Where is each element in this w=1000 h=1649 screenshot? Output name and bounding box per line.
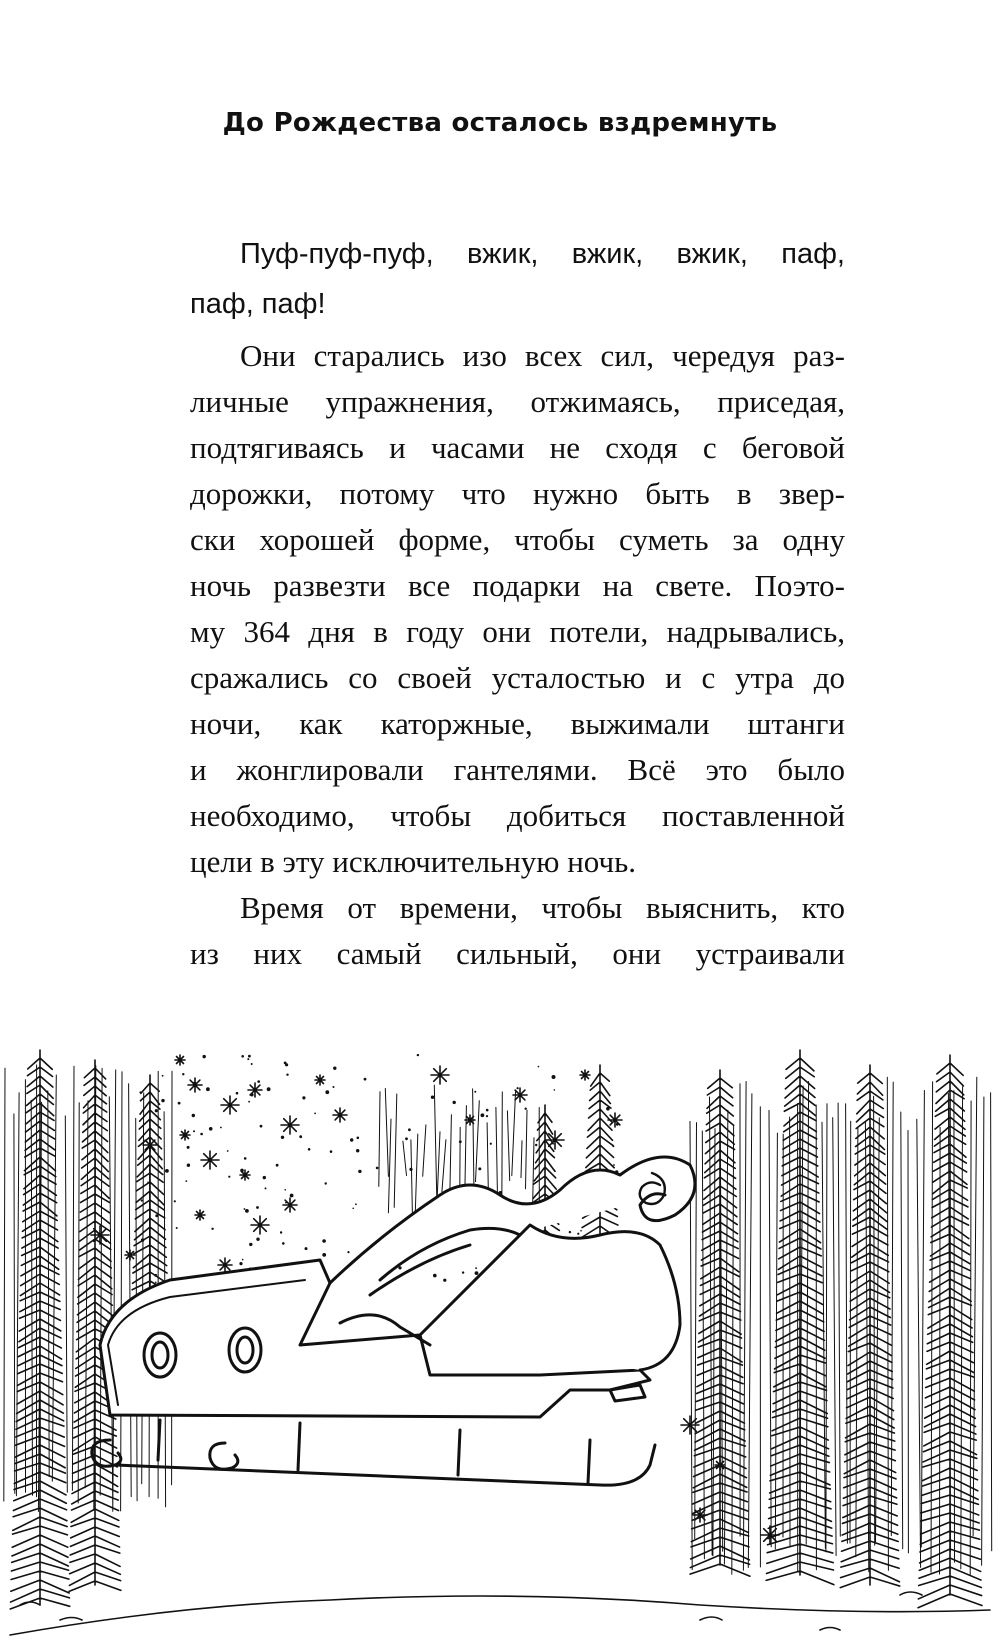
snow-dot bbox=[267, 1087, 271, 1091]
snowflake-star bbox=[693, 1508, 707, 1522]
snowflake-star bbox=[248, 1083, 262, 1097]
snowflake-star bbox=[580, 1070, 590, 1080]
snow-dot bbox=[187, 1146, 190, 1149]
snow-dot bbox=[147, 1182, 149, 1184]
snow-dot bbox=[408, 1128, 411, 1131]
snow-dot bbox=[203, 1055, 206, 1058]
snow-dot bbox=[285, 1063, 288, 1066]
snowflake-star bbox=[546, 1131, 564, 1149]
snow-dot bbox=[193, 1082, 197, 1086]
snow-dot bbox=[286, 1074, 288, 1076]
snow-dot bbox=[302, 1096, 305, 1099]
snow-dot bbox=[453, 1101, 456, 1104]
snow-dot bbox=[193, 1130, 195, 1132]
snow-dot bbox=[174, 1200, 176, 1202]
snow-dot bbox=[155, 1214, 158, 1217]
snowflake-star bbox=[283, 1198, 297, 1212]
snow-dot bbox=[475, 1267, 477, 1269]
snowflake-star bbox=[761, 1526, 779, 1544]
text-line: и жонглировали гантелями. Всё это было bbox=[190, 752, 845, 787]
snow-dot bbox=[165, 1169, 169, 1173]
snow-dot bbox=[613, 1164, 615, 1166]
snow-dot bbox=[433, 1274, 437, 1278]
snow-dot bbox=[239, 1262, 242, 1265]
snow-dot bbox=[357, 1137, 360, 1140]
snow-dot bbox=[236, 1092, 239, 1095]
snow-dot bbox=[187, 1164, 190, 1167]
text-line: ски хорошей форме, чтобы суметь за одну bbox=[190, 522, 845, 557]
snow-dot bbox=[538, 1066, 540, 1068]
snow-dot bbox=[322, 1239, 326, 1243]
snow-dot bbox=[577, 1233, 579, 1235]
snow-dot bbox=[256, 1206, 259, 1209]
snow-dot bbox=[554, 1089, 556, 1091]
snowflake-star bbox=[201, 1151, 219, 1169]
snowflake-star bbox=[281, 1116, 299, 1134]
snow-dot bbox=[245, 1209, 249, 1213]
snow-dot bbox=[358, 1170, 361, 1173]
snow-dot bbox=[284, 1189, 286, 1191]
snow-dot bbox=[417, 1054, 419, 1056]
snow-dot bbox=[227, 1150, 229, 1152]
snow-dot bbox=[153, 1158, 155, 1160]
snowflake-star bbox=[608, 1113, 622, 1127]
text-line: Пуф-пуф-пуф, вжик, вжик, вжик, паф, bbox=[240, 238, 845, 270]
snow-dot bbox=[141, 1238, 144, 1241]
text-line: цели в эту исключительную ночь. bbox=[190, 844, 636, 879]
text-line: Они старались изо всех сил, чередуя раз- bbox=[240, 338, 845, 373]
sleigh bbox=[92, 1157, 695, 1485]
snow-dot bbox=[144, 1283, 146, 1285]
snow-dot bbox=[244, 1208, 246, 1210]
snow-dot bbox=[299, 1135, 302, 1138]
snow-dot bbox=[355, 1203, 357, 1205]
snow-dot bbox=[535, 1144, 537, 1146]
snow-dot bbox=[282, 1242, 285, 1245]
snow-dot bbox=[265, 1187, 267, 1189]
snowflake-star bbox=[218, 1258, 232, 1272]
snowflake-star bbox=[125, 1250, 135, 1260]
snow-dot bbox=[478, 1167, 481, 1170]
snowflake-star bbox=[431, 1066, 449, 1084]
text-line: личные упражнения, отжимаясь, приседая, bbox=[190, 384, 845, 419]
snow-ground bbox=[10, 1592, 990, 1635]
snow-dot bbox=[462, 1271, 464, 1273]
snow-dot bbox=[176, 1227, 178, 1229]
text-line: дорожки, потому что нужно быть в звер- bbox=[190, 476, 845, 511]
snow-dot bbox=[517, 1087, 519, 1089]
snow-dot bbox=[305, 1247, 308, 1250]
snow-dot bbox=[364, 1078, 367, 1081]
snow-dot bbox=[211, 1228, 213, 1230]
snow-dot bbox=[281, 1136, 284, 1139]
text-line: ночи, как каторжные, выжимали штанги bbox=[190, 706, 845, 741]
snow-dot bbox=[616, 1123, 619, 1126]
snow-dot bbox=[486, 1115, 488, 1117]
sleigh-forest-illustration bbox=[0, 1045, 1000, 1649]
snow-dot bbox=[154, 1274, 157, 1277]
snowflake-star bbox=[465, 1115, 475, 1125]
snowflake-star bbox=[221, 1096, 239, 1114]
text-line: сражались со своей усталостью и с утра до bbox=[190, 660, 845, 695]
snow-dot bbox=[333, 1067, 336, 1070]
snowflake-star bbox=[513, 1088, 527, 1102]
snow-dot bbox=[155, 1282, 157, 1284]
snow-dot bbox=[580, 1230, 582, 1232]
snow-dot bbox=[333, 1086, 335, 1088]
snow-dot bbox=[185, 1180, 187, 1182]
snow-dot bbox=[525, 1108, 527, 1110]
snow-dot bbox=[182, 1073, 184, 1075]
snow-dot bbox=[256, 1238, 259, 1241]
snow-dot bbox=[141, 1199, 143, 1201]
snowflake-star bbox=[681, 1416, 699, 1434]
snow-dot bbox=[308, 1148, 311, 1151]
snowflake-star bbox=[175, 1055, 185, 1065]
snow-dot bbox=[220, 1127, 222, 1129]
snowflake-star bbox=[180, 1130, 190, 1140]
snowflake-star bbox=[251, 1216, 269, 1234]
snowflake-star bbox=[715, 1460, 725, 1470]
snow-dot bbox=[162, 1075, 164, 1077]
snow-dot bbox=[330, 1150, 333, 1153]
running-header: До Рождества осталось вздремнуть bbox=[222, 108, 778, 138]
snow-dot bbox=[409, 1168, 412, 1171]
snow-dot bbox=[459, 1140, 462, 1143]
snow-dot bbox=[250, 1093, 253, 1096]
snow-dot bbox=[276, 1164, 279, 1167]
snow-dot bbox=[443, 1279, 446, 1282]
snow-dot bbox=[322, 1253, 326, 1257]
snow-dot bbox=[263, 1176, 266, 1179]
snow-dot bbox=[431, 1096, 434, 1099]
snow-dot bbox=[192, 1114, 195, 1117]
text-line: паф, паф! bbox=[190, 288, 326, 320]
text-line: подтягиваясь и часами не сходя с беговой bbox=[190, 430, 845, 465]
snowflake-star bbox=[143, 1138, 157, 1152]
snow-dot bbox=[376, 1167, 379, 1170]
snow-dot bbox=[552, 1075, 556, 1079]
snow-dot bbox=[325, 1182, 327, 1184]
text-line: ночь развезти все подарки на свете. Поэто- bbox=[190, 568, 845, 603]
snow-dot bbox=[290, 1194, 294, 1198]
snow-dot bbox=[228, 1176, 230, 1178]
snow-dot bbox=[260, 1125, 263, 1128]
snowflake-star bbox=[195, 1210, 205, 1220]
snow-dot bbox=[280, 1231, 282, 1233]
snow-dot bbox=[325, 1090, 329, 1094]
snow-dot bbox=[247, 1058, 249, 1060]
snowflake-star bbox=[315, 1075, 325, 1085]
snow-dot bbox=[209, 1127, 213, 1131]
tree-drawing bbox=[840, 1065, 899, 1588]
snow-dot bbox=[352, 1208, 354, 1210]
snowflake-star bbox=[91, 1226, 109, 1244]
snow-dot bbox=[240, 1169, 244, 1173]
snow-dot bbox=[242, 1259, 244, 1261]
snow-dot bbox=[249, 1243, 252, 1246]
snow-dot bbox=[257, 1080, 260, 1083]
snow-dot bbox=[139, 1091, 141, 1093]
snow-dot bbox=[474, 1091, 476, 1093]
text-line: му 364 дня в году они потели, надрывались, bbox=[190, 614, 845, 649]
snow-dot bbox=[481, 1113, 485, 1117]
snow-dot bbox=[475, 1271, 479, 1275]
snow-dot bbox=[200, 1133, 203, 1136]
text-line: Время от времени, чтобы выяснить, кто bbox=[240, 890, 845, 925]
snow-dot bbox=[178, 1102, 181, 1105]
snow-dot bbox=[248, 1101, 250, 1103]
snow-dot bbox=[486, 1109, 489, 1112]
snow-dot bbox=[612, 1145, 614, 1147]
snow-dot bbox=[350, 1138, 353, 1141]
snow-dot bbox=[248, 1055, 251, 1058]
snow-dot bbox=[251, 1063, 253, 1065]
snow-dot bbox=[314, 1113, 316, 1115]
text-line: из них самый сильный, они устраивали bbox=[190, 936, 845, 971]
snow-dot bbox=[155, 1109, 158, 1112]
snow-dot bbox=[206, 1087, 210, 1091]
text-line: необходимо, чтобы добиться поставленной bbox=[190, 798, 845, 833]
snow-dot bbox=[606, 1107, 610, 1111]
snow-dot bbox=[490, 1143, 492, 1145]
snow-dot bbox=[356, 1149, 359, 1152]
snow-dot bbox=[285, 1202, 287, 1204]
snow-dot bbox=[241, 1055, 244, 1058]
snow-dot bbox=[161, 1099, 164, 1102]
snow-dot bbox=[569, 1231, 571, 1233]
snow-dot bbox=[347, 1251, 349, 1253]
snow-dot bbox=[244, 1157, 247, 1160]
snow-dot bbox=[405, 1137, 408, 1140]
snowflake-star bbox=[333, 1108, 347, 1122]
